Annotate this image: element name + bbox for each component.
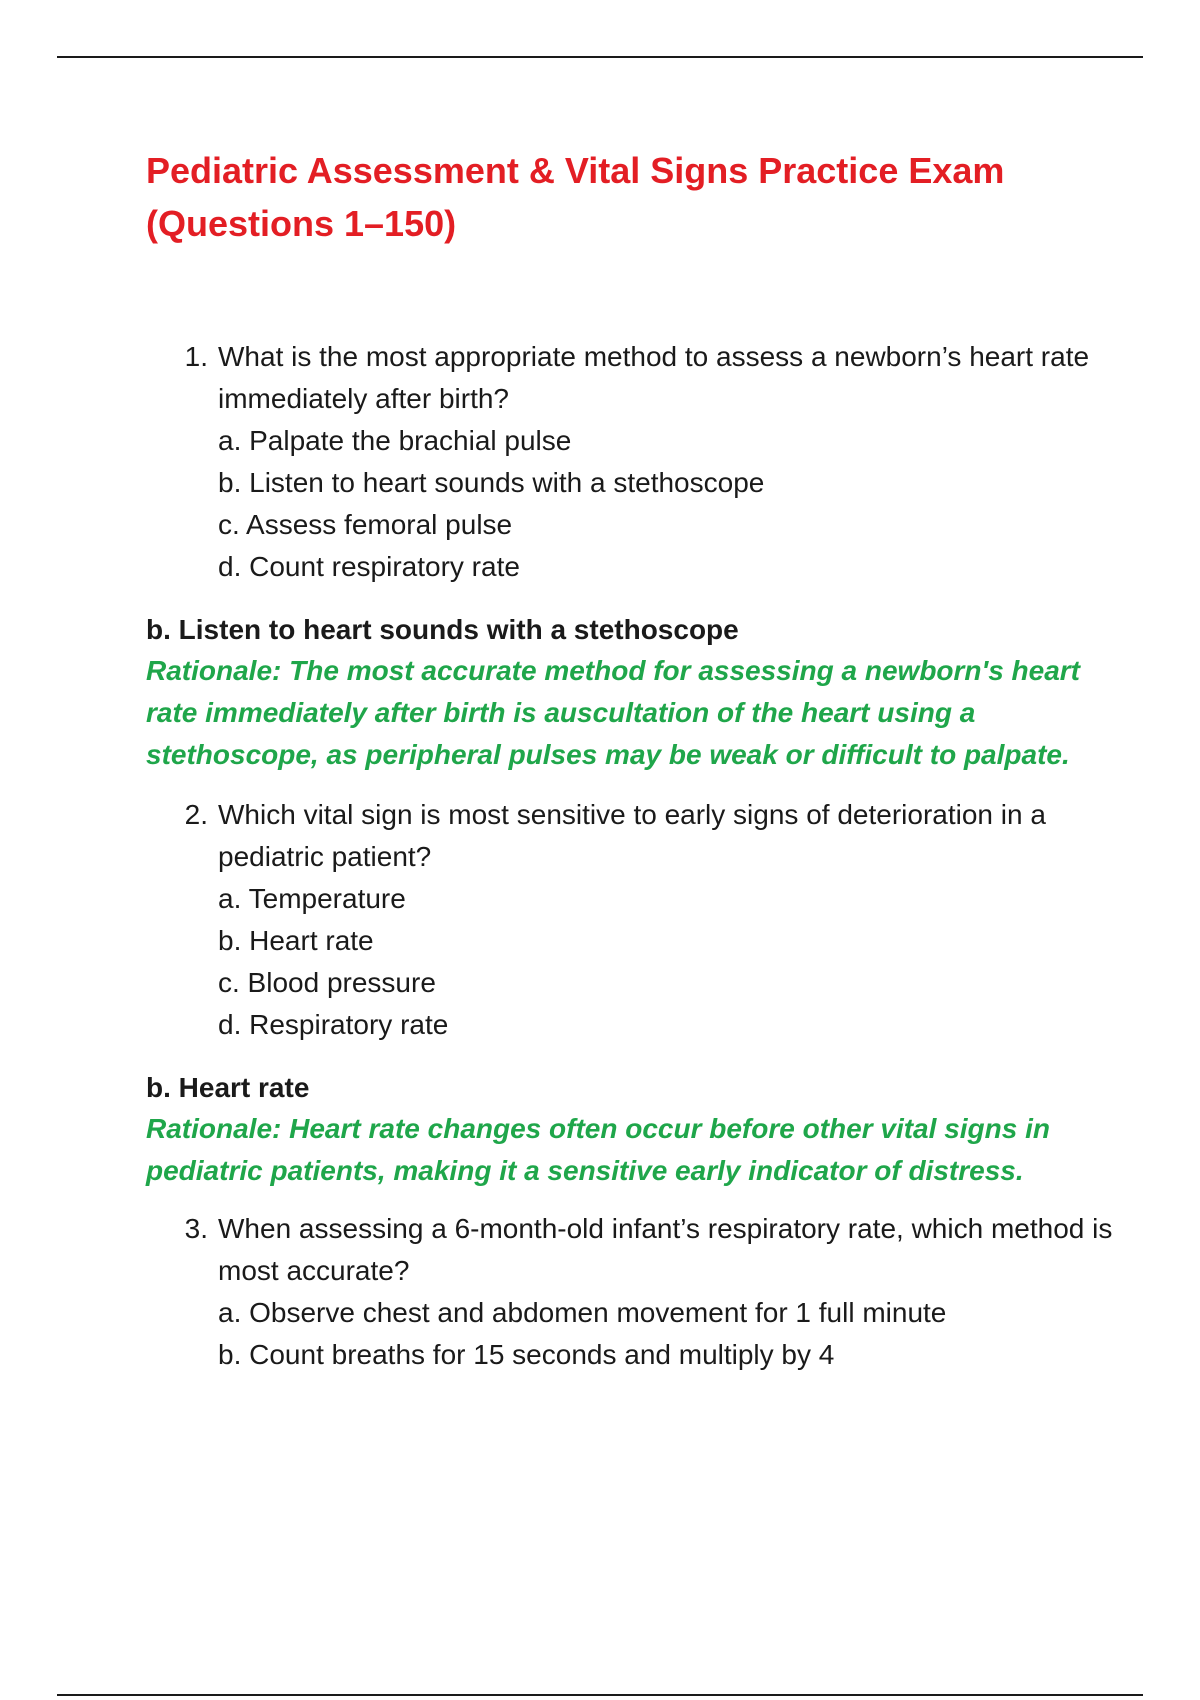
question-text: When assessing a 6-month-old infant’s respiratory rate, which method is most accurate? [218, 1213, 1113, 1286]
question-number: 1. [184, 341, 208, 372]
page-title: Pediatric Assessment & Vital Signs Practice Exam (Questions 1–150) [146, 150, 1005, 244]
options-list [146, 420, 1136, 588]
options-list [146, 1292, 1136, 1376]
question-3 [146, 1208, 1136, 1376]
option-c: c. Blood pressure [218, 967, 436, 998]
question-stem [146, 336, 1136, 420]
question-number: 3. [184, 1213, 208, 1244]
answer-2: b. Heart rate [146, 1072, 310, 1103]
option-b: b. Listen to heart sounds with a stethoscope [218, 467, 765, 498]
option-b: b. Heart rate [218, 925, 374, 956]
option-b: b. Count breaths for 15 seconds and multiply by 4 [218, 1339, 835, 1370]
answer-1: b. Listen to heart sounds with a stethoscope [146, 614, 739, 645]
options-list [146, 878, 1136, 1046]
option-d: d. Respiratory rate [218, 1009, 449, 1040]
option-c: c. Assess femoral pulse [218, 509, 513, 540]
question-1 [146, 336, 1136, 588]
bottom-rule [57, 1694, 1143, 1696]
option-a: a. Temperature [218, 883, 406, 914]
question-stem [146, 1208, 1136, 1292]
rationale-2: Rationale: Heart rate changes often occur before other vital signs in pediatric patients, making it a sensitive early indicator of distress. [146, 1113, 1050, 1186]
top-rule [57, 56, 1143, 58]
option-d: d. Count respiratory rate [218, 551, 520, 582]
question-stem [146, 794, 1136, 878]
question-number: 2. [184, 799, 208, 830]
question-2 [146, 794, 1136, 1046]
question-text: Which vital sign is most sensitive to early signs of deterioration in a pediatric patient? [218, 799, 1046, 872]
option-a: a. Palpate the brachial pulse [218, 425, 572, 456]
rationale-1: Rationale: The most accurate method for assessing a newborn's heart rate immediately after birth is auscultation of the heart using a stethoscope, as peripheral pulses may be weak or difficult to palpate. [146, 655, 1081, 770]
option-a: a. Observe chest and abdomen movement for 1 full minute [218, 1297, 947, 1328]
question-text: What is the most appropriate method to assess a newborn’s heart rate immediately after birth? [218, 341, 1090, 414]
